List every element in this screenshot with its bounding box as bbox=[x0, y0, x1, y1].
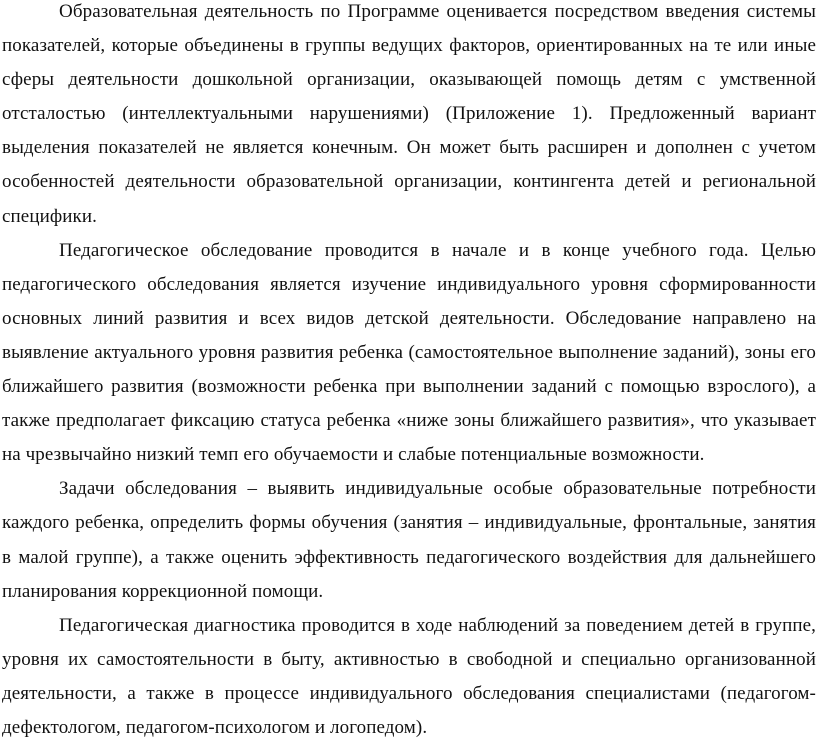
paragraph-examination-tasks: Задачи обследования – выявить индивидуальные особые образовательные потребности каждого ребенка, определить формы обучения (занятия – индивидуальные, фронтальные, занятия в малой группе), а также оценить эффективность педагогического воздействия для дальнейшего планирования коррекционной помощи. bbox=[2, 478, 816, 602]
paragraph-pedagogical-diagnostics: Педагогическая диагностика проводится в ходе наблюдений за поведением детей в группе, уровня их самостоятельности в быту, активностью в свободной и специально организованной деятельности, а также в процессе индивидуального обследования специалистами (педагогом-дефектологом, педагогом-психологом и логопедом). bbox=[2, 614, 816, 738]
paragraph-assessment-system: Образовательная деятельность по Программе оценивается посредством введения системы показателей, которые объединены в группы ведущих факторов, ориентированных на те или иные сферы деятельности дошкольной организации, оказывающей помощь детям с умственной отсталостью (интеллектуальными нарушениями) (Приложение 1). Предложенный вариант выделения показателей не является конечным. Он может быть расширен и дополнен с учетом особенностей деятельности образовательной организации, контингента детей и региональной специфики. bbox=[2, 1, 816, 227]
paragraph-pedagogical-examination: Педагогическое обследование проводится в начале и в конце учебного года. Целью педагогического обследования является изучение индивидуального уровня сформированности основных линий развития и всех видов детской деятельности. Обследование направлено на выявление актуального уровня развития ребенка (самостоятельное выполнение заданий), зоны его ближайшего развития (возможности ребенка при выполнении заданий с помощью взрослого), а также предполагает фиксацию статуса ребенка «ниже зоны ближайшего развития», что указывает на чрезвычайно низкий темп его обучаемости и слабые потенциальные возможности. bbox=[2, 239, 816, 466]
